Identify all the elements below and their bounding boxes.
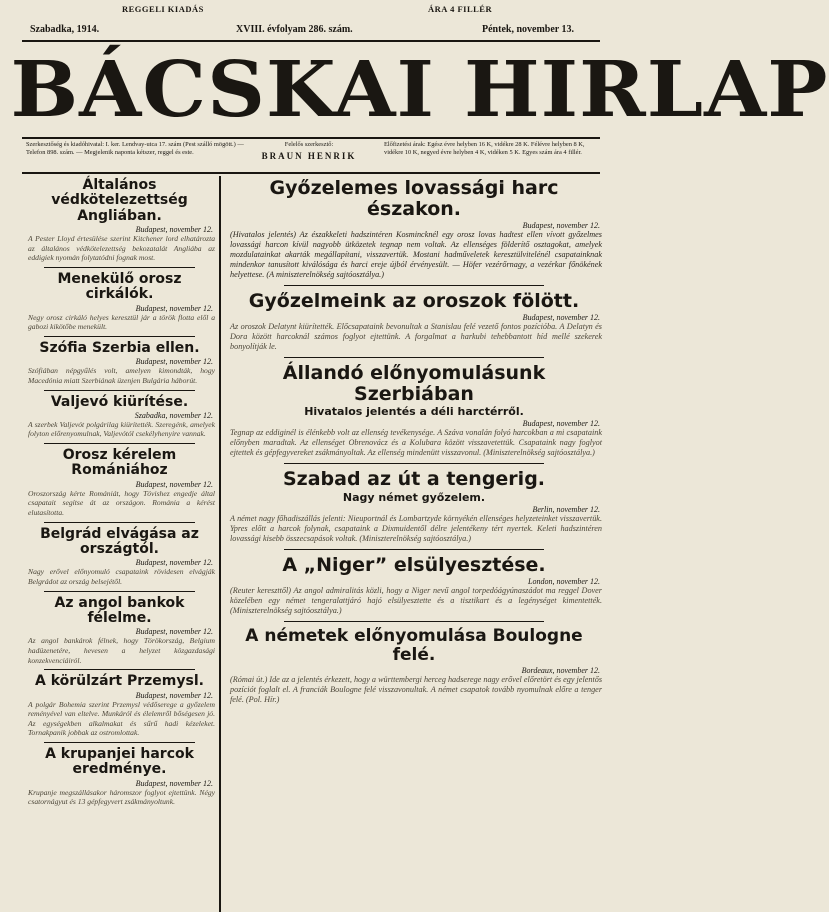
subscription-info: Előfizetési árak: Egész évre helyben 16 K, vidékre 28 K. Félévre helyben 8 K, vidékre 10 K, negyed évre helyben 4 K, vidéken 5 K. Egyes szám ára 4 fillér. xyxy=(384,141,585,156)
left-article xyxy=(22,747,217,807)
article-headline: Győzelmeink az oroszok fölött. xyxy=(248,289,580,312)
article-body: Krupanje megszállásakor háromszor foglyot ejtettünk. Négy csatornágyut és 13 gépfegyvert zsákmányoltunk. xyxy=(28,787,215,807)
article-separator xyxy=(44,591,195,592)
article-separator xyxy=(284,285,544,286)
volume-issue: XVIII. évfolyam 286. szám. xyxy=(236,24,353,35)
article-dateline: Budapest, november 12. xyxy=(522,419,600,429)
article-separator xyxy=(284,549,544,550)
article-dateline: Budapest, november 12. xyxy=(135,778,213,788)
article-headline: Szófia Szerbia ellen. xyxy=(39,339,200,356)
left-article xyxy=(22,272,217,332)
info-bar xyxy=(22,141,600,171)
right-article xyxy=(224,363,604,459)
article-body: Oroszország kérte Romániát, hogy Tövishez engedje által csapatait segítse át az országon. Románia a kérést elutasította. xyxy=(28,488,215,518)
article-subhead: Nagy német győzelem. xyxy=(342,491,486,505)
article-body: (Római út.) Ide az a jelentés érkezett, hogy a württembergi herceg hadserege nagy erővel előretört és egy jelentős pozíciót foglalt el. A franciák Boulogne felé visszavonultak. A német csapatok tovább nyomulnak előre a tenger felé. (Pol. Hír.) xyxy=(230,674,602,704)
article-separator xyxy=(284,357,544,358)
masthead-bottom-rule xyxy=(22,137,600,139)
article-dateline: Budapest, november 12. xyxy=(135,479,213,489)
article-headline: Valjevó kiürítése. xyxy=(50,393,189,410)
article-separator xyxy=(44,522,195,523)
edition-label: REGGELI KIADÁS xyxy=(122,4,204,14)
column-divider xyxy=(219,176,221,912)
article-headline: A „Niger” elsülyesztése. xyxy=(282,554,546,577)
city-year: Szabadka, 1914. xyxy=(30,24,100,35)
left-article xyxy=(22,395,217,440)
left-article xyxy=(22,448,217,518)
article-headline: A németek előnyomulása Boulogne felé. xyxy=(245,626,583,665)
article-dateline: Budapest, november 12. xyxy=(135,558,213,568)
left-article xyxy=(22,674,217,738)
article-subhead: Hivatalos jelentés a déli harctérről. xyxy=(304,405,524,419)
article-headline: Belgrád elvágása az országtól. xyxy=(40,525,199,558)
article-body: A polgár Bohemia szerint Przemysl védőserege a győzelem reményével van eltelve. Munkáról és élelemről bőségesen jó. Az egységekben alkalmakat és sűrű hadi kézeleket. Tornakpanik jobbak az ostromlottak. xyxy=(28,699,215,738)
article-dateline: Berlin, november 12. xyxy=(532,505,600,515)
right-article xyxy=(224,291,604,352)
left-article xyxy=(22,596,217,666)
masthead-top-rule xyxy=(22,40,600,42)
content-top-rule xyxy=(22,172,600,174)
article-body: Az angol bankárok félnek, hogy Törökország, Belgium hadüzenetére, hevesen a helyzet közgazdasági konzekvenciáiról. xyxy=(28,636,215,665)
top-line xyxy=(0,2,613,16)
article-headline: Menekülő orosz cirkálók. xyxy=(57,270,182,303)
left-article xyxy=(22,527,217,587)
article-body: Negy orosz cirkáló helyes keresztül jár a török flotta elől a gabozi kikötőbe menekült. xyxy=(28,312,215,332)
article-body: A szerbek Valjevót polgárilag kiürítették. Szeregénk, amelyek folyton előrenyomulnak, Valjevótól csekélyhenyire vannak. xyxy=(28,419,215,439)
article-separator xyxy=(44,443,195,444)
article-headline: Az angol bankok félelme. xyxy=(54,594,185,626)
article-separator xyxy=(284,463,544,464)
article-headline: A körülzárt Przemysl. xyxy=(35,673,204,690)
article-body: Nagy erővel előnyomuló csapataink rövidesen elvágják Belgrádot az ország belsejétől. xyxy=(28,567,215,587)
article-body: Szófiában népgyűlés volt, amelyen kimondták, hogy Macedónia miatt Szerbiának üzenjen Bulgária háborút. xyxy=(28,366,215,385)
article-dateline: Budapest, november 12. xyxy=(135,627,213,637)
left-column xyxy=(22,178,217,811)
article-dateline: London, november 12. xyxy=(528,577,600,587)
right-article xyxy=(224,627,604,704)
article-separator xyxy=(44,742,195,743)
article-body: (Reuter kereszttől) Az angol admiralitás közli, hogy a Niger nevű angol torpedóágyúnaszádot ma reggel Dover közelében egy német tengeralattjáró hajó elsülyesztette és a tisztikart és a legénységet kimentették. (Miniszterelnökség sajtóosztálya.) xyxy=(230,586,602,616)
article-separator xyxy=(44,669,195,670)
article-headline: Orosz kérelem Romániához xyxy=(62,447,177,479)
article-headline: A krupanjei harcok eredménye. xyxy=(45,745,194,778)
masthead-title: BÁCSKAI HIRLAP xyxy=(10,45,829,135)
article-separator xyxy=(44,267,195,268)
article-dateline: Budapest, november 12. xyxy=(135,357,213,367)
right-column xyxy=(224,178,604,709)
article-body: Tegnap az eddiginél is élénkebb volt az ellenség tevékenysége. A Száva vonalán folyó harcokban a mi csapataink előnyben maradtak. Az ellenséget Obrenovácz és a Kolubara között visszavetettük. Csapataink nagy foglyot ejtettek és gépfegyvereket zsákmányoltak. Az ellenség mindenütt visszavonul. (Miniszterelnökség sajtóosztálya.) xyxy=(230,428,602,458)
editor-label: Felelős szerkesztő: xyxy=(284,141,334,148)
article-dateline: Bordeaux, november 12. xyxy=(521,665,600,675)
article-headline: Állandó előnyomulásunk Szerbiában xyxy=(282,361,546,405)
article-dateline: Budapest, november 12. xyxy=(135,690,213,700)
date-line xyxy=(0,24,613,40)
price-label: ÁRA 4 FILLÉR xyxy=(428,4,493,14)
article-dateline: Budapest, november 12. xyxy=(135,303,213,313)
editor-block xyxy=(248,141,370,160)
article-body: (Hivatalos jelentés) Az északkeleti hadszintéren Kosmincknél egy orosz lovas hadtest ellen vívott győzelmes lovassági harcon kívül nagyobb ütközetek tegnap nem voltak. Az ellenséges földerítő osztagokat, amelyek mozdulatainkat akarták megállapítani, visszavertük. Mostani hadműveletek keresztülvitelénél csapatainknak mindenkor tanusított kiválósága és harci ereje újból érvényesült. — Höfer vezérőrnagy, a vezérkar főnökének helyettese. (A miniszterelnökség sajtóosztálya.) xyxy=(230,229,602,279)
article-body: Az oroszok Delatynt kiürítették. Előcsapataink bevonultak a Stanislau felé vezető fontos pozícióba. A Delatyn és Dora között harcoknál számos foglyot ejtettünk. A forgalmat a harkubi tehebbantott híd mellé szekerek bonyolítják le. xyxy=(230,321,602,351)
article-dateline: Budapest, november 12. xyxy=(522,220,600,230)
right-article xyxy=(224,178,604,280)
article-headline: Győzelemes lovassági harc északon. xyxy=(269,177,559,220)
article-body: A Pester Lloyd értesülése szerint Kitchener lord elhatározta az általános védkötelezettség bekozatalát Angliába az eddigiek nyomán folytatódni fognak most. xyxy=(28,234,215,263)
article-headline: Általános védkötelezettség Angliában. xyxy=(51,177,188,224)
article-separator xyxy=(284,621,544,622)
article-dateline: Budapest, november 12. xyxy=(135,225,213,235)
article-body: A német nagy főhadiszállás jelenti: Nieuportnál és Lombartzyde környékén ellenséges helyzeteinket visszavertük. Ypres előtt a harcok folynak, csapataink a Dixmuidentől délre jelentékeny tért nyertek. Keleti hadszintéren lovassági kisebb összecsapások voltak. (Miniszterelnökség sajtóosztálya.) xyxy=(230,514,602,544)
article-dateline: Szabadka, november 12. xyxy=(134,410,213,420)
article-dateline: Budapest, november 12. xyxy=(522,312,600,322)
editor-name: BRAUN HENRIK xyxy=(261,151,357,161)
right-article xyxy=(224,555,604,616)
left-article xyxy=(22,341,217,386)
day-date: Péntek, november 13. xyxy=(482,24,575,35)
article-headline: Szabad az út a tengerig. xyxy=(282,468,546,491)
article-separator xyxy=(44,390,195,391)
right-article xyxy=(224,469,604,544)
left-article xyxy=(22,178,217,263)
article-separator xyxy=(44,336,195,337)
office-info: Szerkesztőség és kiadóhivatal: I. ker. Lendvay-utca 17. szám (Pest szálló mögött.) — Telefon 898. szám. — Megjelenik naponta kétszer, reggel és este. xyxy=(26,141,244,156)
